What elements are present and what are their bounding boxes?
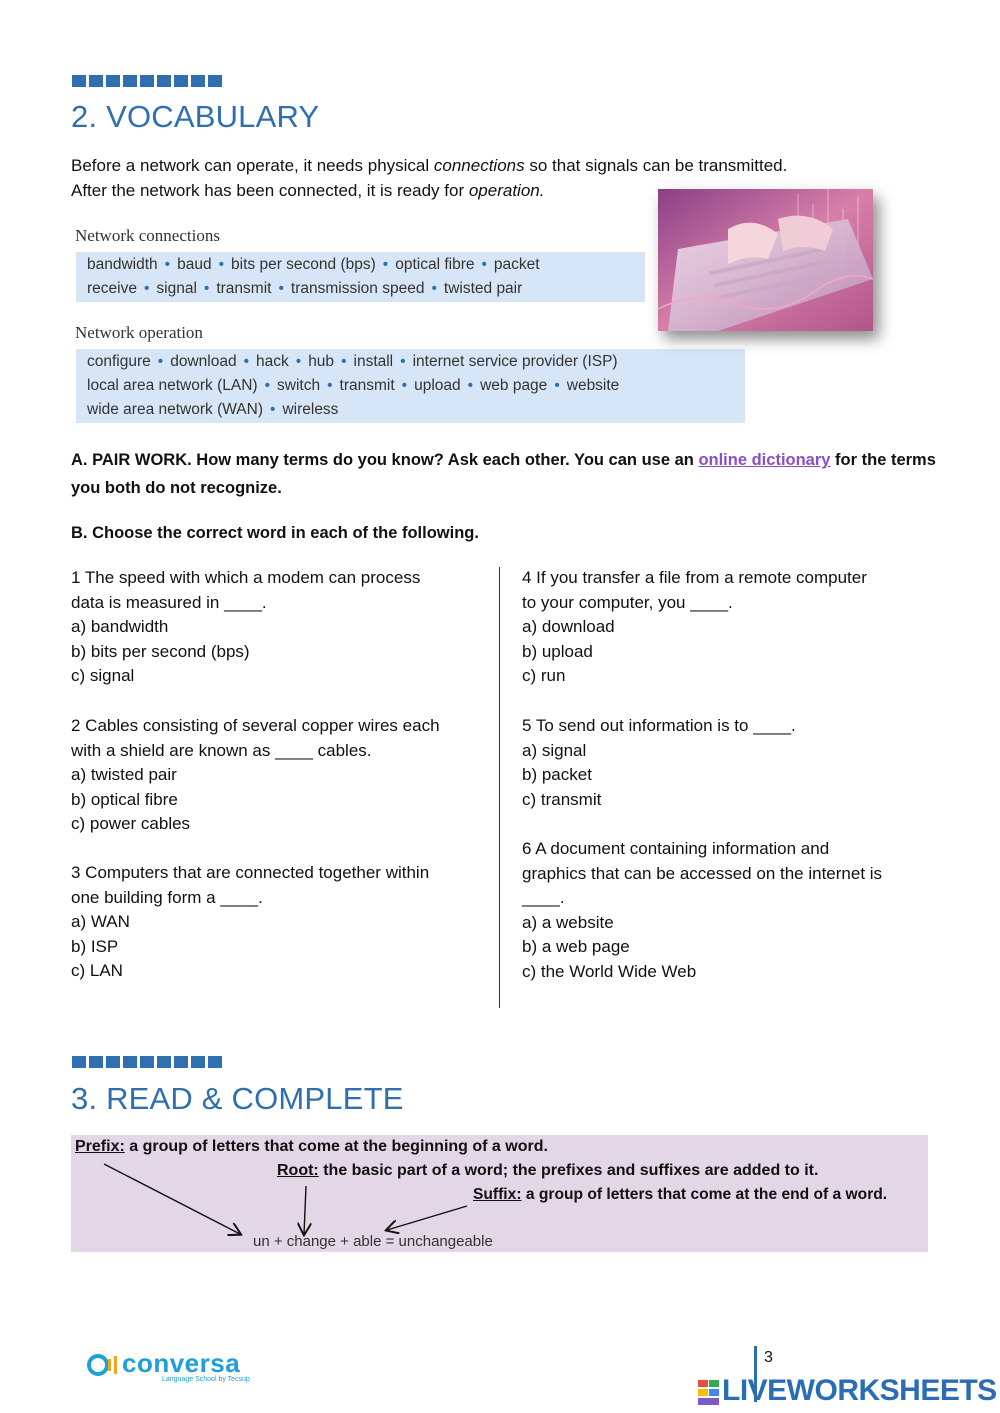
answer-option[interactable]: a) bandwidth bbox=[71, 617, 169, 637]
bullet-separator: • bbox=[401, 377, 408, 394]
question-text: 5 To send out information is to ____. bbox=[522, 716, 796, 735]
bullet-separator: • bbox=[157, 353, 164, 370]
answer-option[interactable]: a) twisted pair bbox=[71, 765, 177, 785]
vocab-term: signal bbox=[156, 280, 197, 297]
answer-option[interactable]: c) signal bbox=[71, 666, 135, 686]
vocab-term: configure bbox=[87, 353, 151, 370]
definition-arrows bbox=[0, 1130, 1000, 1260]
bullet-separator: • bbox=[467, 377, 474, 394]
vocab-term: upload bbox=[414, 377, 461, 394]
question-2 bbox=[71, 714, 440, 837]
question-text: ____. bbox=[522, 888, 565, 908]
question-6 bbox=[522, 837, 882, 985]
vocab-term: wireless bbox=[282, 401, 339, 418]
bullet-separator: • bbox=[143, 280, 150, 297]
answer-option[interactable]: c) power cables bbox=[71, 814, 191, 834]
vocab-term: wide area network (WAN) bbox=[87, 401, 264, 418]
conversa-logo bbox=[86, 1348, 250, 1385]
answer-option[interactable]: b) upload bbox=[522, 641, 593, 661]
prefix-definition: Prefix: a group of letters that come at the beginning of a word. bbox=[75, 1138, 548, 1155]
bullet-separator: • bbox=[481, 256, 487, 273]
root-definition: Root: the basic part of a word; the prefixes and suffixes are added to it. bbox=[277, 1162, 819, 1179]
answer-option[interactable]: a) download bbox=[522, 617, 615, 637]
bullet-separator: • bbox=[203, 280, 210, 297]
suffix-definition: Suffix: a group of letters that come at the end of a word. bbox=[473, 1186, 888, 1203]
answer-option[interactable]: c) LAN bbox=[71, 961, 123, 981]
liveworksheets-badge bbox=[698, 1380, 720, 1411]
bullet-separator: • bbox=[382, 256, 389, 273]
vocab-term: transmit bbox=[339, 377, 395, 394]
vocab-term: download bbox=[170, 353, 237, 370]
bullet-separator: • bbox=[327, 377, 333, 394]
network-operation-title: Network operation bbox=[75, 323, 203, 342]
example-equation: un + change + able = unchangeable bbox=[253, 1233, 493, 1250]
vocab-row bbox=[87, 374, 734, 398]
question-1 bbox=[71, 566, 420, 689]
network-connections-title: Network connections bbox=[75, 226, 220, 245]
vocab-term: switch bbox=[277, 377, 321, 394]
question-4 bbox=[522, 566, 867, 689]
question-text: with a shield are known as ____ cables. bbox=[71, 740, 372, 760]
question-5 bbox=[522, 714, 796, 812]
answer-option[interactable]: b) ISP bbox=[71, 936, 119, 956]
vocab-term: transmission speed bbox=[290, 280, 425, 297]
answer-option[interactable]: b) packet bbox=[522, 765, 592, 785]
liveworksheets-brand: LIVEWORKSHEETS bbox=[722, 1374, 997, 1407]
question-text: to your computer, you ____. bbox=[522, 592, 733, 612]
bullet-separator: • bbox=[295, 353, 302, 370]
answer-option[interactable]: b) bits per second (bps) bbox=[71, 641, 250, 661]
answer-option[interactable]: c) run bbox=[522, 666, 566, 686]
vocab-term: install bbox=[353, 353, 394, 370]
conversa-logo-subtitle: Language School by Tecsup bbox=[162, 1376, 250, 1383]
online-dictionary-link[interactable]: online dictionary bbox=[698, 451, 831, 469]
question-text: graphics that can be accessed on the internet is bbox=[522, 863, 883, 883]
liveworksheets-icon bbox=[698, 1380, 720, 1406]
answer-option[interactable]: c) transmit bbox=[522, 789, 602, 809]
question-3 bbox=[71, 861, 429, 984]
vocab-term: bandwidth bbox=[87, 256, 158, 273]
vocab-term: bits per second (bps) bbox=[231, 256, 376, 273]
question-text: 3 Computers that are connected together within bbox=[71, 863, 430, 882]
question-text: 6 A document containing information and bbox=[522, 839, 830, 858]
bullet-separator: • bbox=[400, 353, 406, 370]
vocab-row bbox=[87, 277, 634, 301]
bullet-separator: • bbox=[264, 377, 271, 394]
vocab-row bbox=[87, 398, 734, 422]
answer-option[interactable]: a) a website bbox=[522, 912, 614, 932]
network-operation-box bbox=[76, 349, 745, 423]
answer-option[interactable]: a) signal bbox=[522, 740, 587, 760]
section-title-vocabulary: 2. VOCABULARY bbox=[71, 99, 320, 134]
page-number: 3 bbox=[764, 1349, 773, 1366]
answer-option[interactable]: b) a web page bbox=[522, 937, 630, 957]
bullet-separator: • bbox=[270, 401, 276, 418]
vocab-term: transmit bbox=[216, 280, 272, 297]
bullet-separator: • bbox=[341, 353, 347, 370]
laptop-typing-photo bbox=[658, 189, 873, 331]
exercise-b-instruction: B. Choose the correct word in each of the following. bbox=[71, 524, 479, 542]
vocab-term: receive bbox=[87, 280, 137, 297]
vocab-term: packet bbox=[493, 256, 540, 273]
intro-paragraph: Before a network can operate, it needs physical connections so that signals can be transmitted. After the network has been connected, it is ready for operation. bbox=[71, 156, 788, 200]
vocab-term: baud bbox=[177, 256, 212, 273]
vocab-term: web page bbox=[480, 377, 548, 394]
answer-option[interactable]: b) optical fibre bbox=[71, 789, 178, 809]
question-text: 2 Cables consisting of several copper wires each bbox=[71, 716, 440, 735]
vocab-term: local area network (LAN) bbox=[87, 377, 258, 394]
section-marker bbox=[72, 1056, 222, 1068]
answer-option[interactable]: a) WAN bbox=[71, 912, 130, 932]
conversa-logo-text: conversa bbox=[122, 1348, 241, 1378]
column-divider bbox=[499, 567, 500, 1008]
bullet-separator: • bbox=[278, 280, 284, 297]
question-text: 4 If you transfer a file from a remote computer bbox=[522, 568, 867, 587]
vocab-term: hack bbox=[256, 353, 289, 370]
question-text: 1 The speed with which a modem can process bbox=[71, 568, 421, 587]
question-text: data is measured in ____. bbox=[71, 592, 267, 612]
bullet-separator: • bbox=[431, 280, 437, 297]
question-text: one building form a ____. bbox=[71, 887, 263, 907]
vocab-term: hub bbox=[308, 353, 335, 370]
conversa-logo-icon bbox=[86, 1350, 126, 1380]
vocab-row bbox=[87, 350, 734, 374]
section-marker bbox=[72, 75, 222, 87]
section-title-read-complete: 3. READ & COMPLETE bbox=[71, 1081, 404, 1116]
vocab-term: website bbox=[566, 377, 620, 394]
answer-option[interactable]: c) the World Wide Web bbox=[522, 961, 697, 981]
bullet-separator: • bbox=[218, 256, 225, 273]
vocab-term: optical fibre bbox=[395, 256, 475, 273]
bullet-separator: • bbox=[164, 256, 171, 273]
vocab-row bbox=[87, 253, 634, 277]
bullet-separator: • bbox=[554, 377, 560, 394]
vocab-term: internet service provider (ISP) bbox=[412, 353, 618, 370]
exercise-a-instruction: A. PAIR WORK. How many terms do you know? Ask each other. You can use an online dictionary for the terms you both do not recognize. bbox=[71, 451, 936, 497]
vocab-term: twisted pair bbox=[443, 280, 523, 297]
network-connections-box bbox=[76, 252, 645, 302]
bullet-separator: • bbox=[243, 353, 249, 370]
